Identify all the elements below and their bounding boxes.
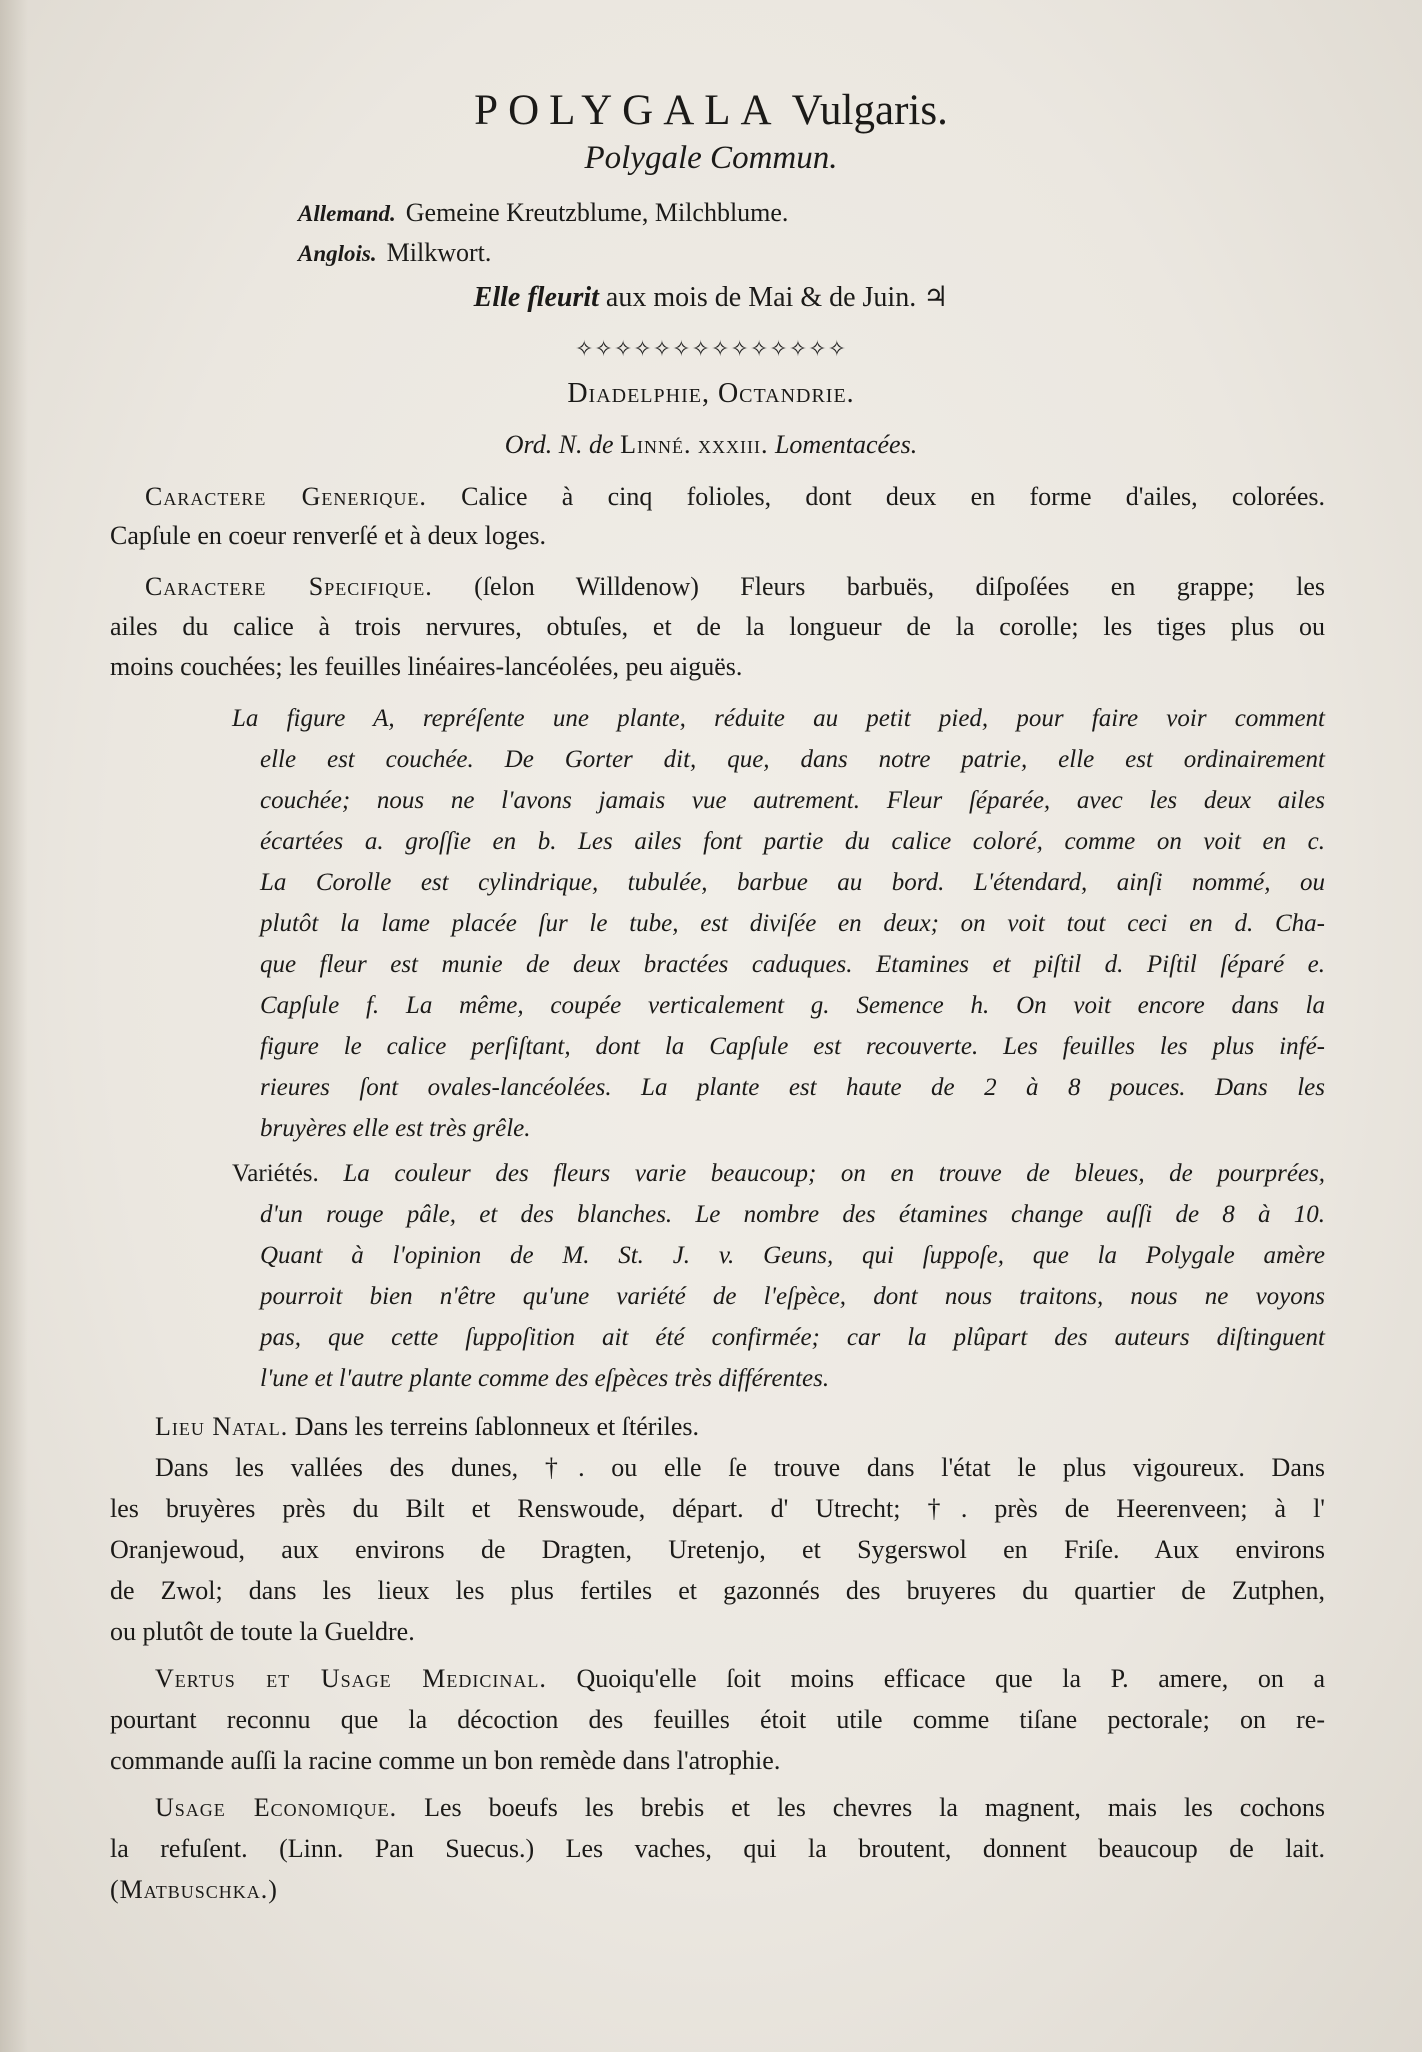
linnaean-order (0, 430, 1422, 460)
medicinal-use-line: Vertus et Usage Medicinal. Quoiqu'elle ſoit moins efficace que la P. amere, on a (155, 1664, 1326, 1693)
specific-character-line: moins couchées; les feuilles linéaires-lancéolées, peu aiguës. (110, 652, 743, 681)
figure-description-line: couchée; nous ne l'avons jamais vue autrement. Fleur ſéparée, avec les deux ailes (260, 787, 1325, 814)
vernacular-name: Milkwort. (386, 238, 492, 267)
section-head: Vertus et Usage Medicinal. (155, 1664, 547, 1693)
varieties-line: Variétés. La couleur des fleurs varie beaucoup; on en trouve de bleues, de pourprées, (232, 1160, 1326, 1187)
english-name-row (298, 238, 491, 268)
genus-name: POLYGALA (474, 87, 782, 134)
flowering-lead: Elle fleurit (473, 282, 599, 313)
economic-use-line: (Matbuschka.) (110, 1875, 278, 1904)
figure-description-line: La Corolle est cylindrique, tubulée, barbue au bord. L'étendard, ainſi nommé, ou (260, 869, 1325, 896)
flowering-period (0, 280, 1422, 314)
figure-description-line: écartées a. groſſie en b. Les ailes font partie du calice coloré, comme on voit en c. (260, 828, 1325, 855)
specific-character-line: ailes du calice à trois nervures, obtuſes, et de la longueur de la corolle; les tiges plus ou (110, 612, 1325, 641)
economic-use-line: la refuſent. (Linn. Pan Suecus.) Les vaches, qui la broutent, donnent beaucoup de lait. (110, 1834, 1325, 1863)
order-number: xxxiii. (697, 430, 769, 459)
varieties-line: d'un rouge pâle, et des blanches. Le nombre des étamines change auſſi de 8 à 10. (260, 1201, 1325, 1228)
habitat-line: Dans les vallées des dunes, †. ou elle ſe trouve dans l'état le plus vigoureux. Dans (155, 1453, 1325, 1482)
language-label: Anglois. (298, 241, 377, 266)
habitat-line: de Zwol; dans les lieux les plus fertiles et gazonnés des bruyeres du quartier de Zutphen, (110, 1576, 1325, 1605)
figure-description-line: plutôt la lame placée ſur le tube, est diviſée en deux; on voit tout ceci en d. Cha- (260, 910, 1325, 937)
varieties-line: pourroit bien n'être qu'une variété de l'eſpèce, dont nous traitons, nous ne voyons (260, 1283, 1325, 1310)
figure-description-line: que fleur est munie de deux bractées caduques. Etamines et piſtil d. Piſtil ſéparé e. (260, 951, 1325, 978)
figure-description-line: elle est couchée. De Gorter dit, que, dans notre patrie, elle est ordinairement (260, 746, 1325, 773)
linnaean-class: Diadelphie, Octandrie. (567, 378, 855, 409)
flowering-text: aux mois de Mai & de Juin. ♃ (605, 282, 949, 313)
specific-character-line: Caractere Specifique. (ſelon Willdenow) Fleurs barbuës, diſpoſées en grappe; les (145, 572, 1326, 601)
generic-character-line: Caractere Generique. Calice à cinq folioles, dont deux en forme d'ailes, colorées. (145, 482, 1326, 511)
section-head: Caractere Generique. (145, 482, 427, 511)
figure-description-line: figure le calice perſiſtant, dont la Capſule est recouverte. Les feuilles les plus infé- (260, 1033, 1325, 1060)
generic-character-line: Capſule en coeur renverſé et à deux loges. (110, 521, 547, 550)
section-head: Variétés. (232, 1160, 319, 1187)
figure-description-line: rieures ſont ovales-lancéolées. La plante est haute de 2 à 8 pouces. Dans les (260, 1074, 1325, 1101)
economic-use-line: Usage Economique. Les boeufs les brebis et les chevres la magnent, mais les cochons (155, 1793, 1325, 1822)
section-head: Lieu Natal. (155, 1412, 289, 1441)
habitat-line: les bruyères près du Bilt et Renswoude, départ. d' Utrecht; †. près de Heerenveen; à l' (110, 1494, 1325, 1523)
language-label: Allemand. (298, 201, 396, 226)
order-lead: Ord. N. de (504, 430, 614, 459)
medicinal-use-line: pourtant reconnu que la décoction des feuilles étoit utile comme tiſane pectorale; on re- (110, 1705, 1325, 1734)
section-head: Usage Economique. (155, 1793, 398, 1822)
habitat-line: Lieu Natal. Dans les terreins ſablonneux et ſtériles. (155, 1412, 700, 1441)
medicinal-use-line: commande auſſi la racine comme un bon remède dans l'atrophie. (110, 1746, 781, 1775)
figure-description-line: La figure A, repréſente une plante, réduite au petit pied, pour faire voir comment (232, 705, 1325, 732)
german-name-row (298, 198, 788, 228)
linne-name: Linné. (620, 430, 692, 459)
french-name: Polygale Commun. (584, 140, 838, 176)
species-name: Vulgaris. (791, 87, 948, 134)
figure-description-line: bruyères elle est très grêle. (260, 1115, 531, 1142)
varieties-line: Quant à l'opinion de M. St. J. v. Geuns, qui ſuppoſe, que la Polygale amère (260, 1242, 1325, 1269)
varieties-line: l'une et l'autre plante comme des eſpèces très différentes. (260, 1365, 830, 1392)
figure-description-line: Capſule f. La même, coupée verticalement g. Semence h. On voit encore dans la (260, 992, 1325, 1019)
vernacular-name: Gemeine Kreutzblume, Milchblume. (405, 198, 789, 227)
page-title (0, 86, 1422, 135)
order-family: Lomentacées. (774, 430, 918, 459)
section-head: Caractere Specifique. (145, 572, 433, 601)
habitat-line: Oranjewoud, aux environs de Dragten, Uretenjo, et Sygerswol en Friſe. Aux environs (110, 1535, 1325, 1564)
habitat-line: ou plutôt de toute la Gueldre. (110, 1617, 415, 1646)
ornament-divider: ✧✧✧✧✧✧✧✧✧✧✧✧✧✧ (574, 336, 848, 361)
varieties-line: pas, que cette ſuppoſition ait été confirmée; car la plûpart des auteurs diſtinguent (260, 1324, 1325, 1351)
